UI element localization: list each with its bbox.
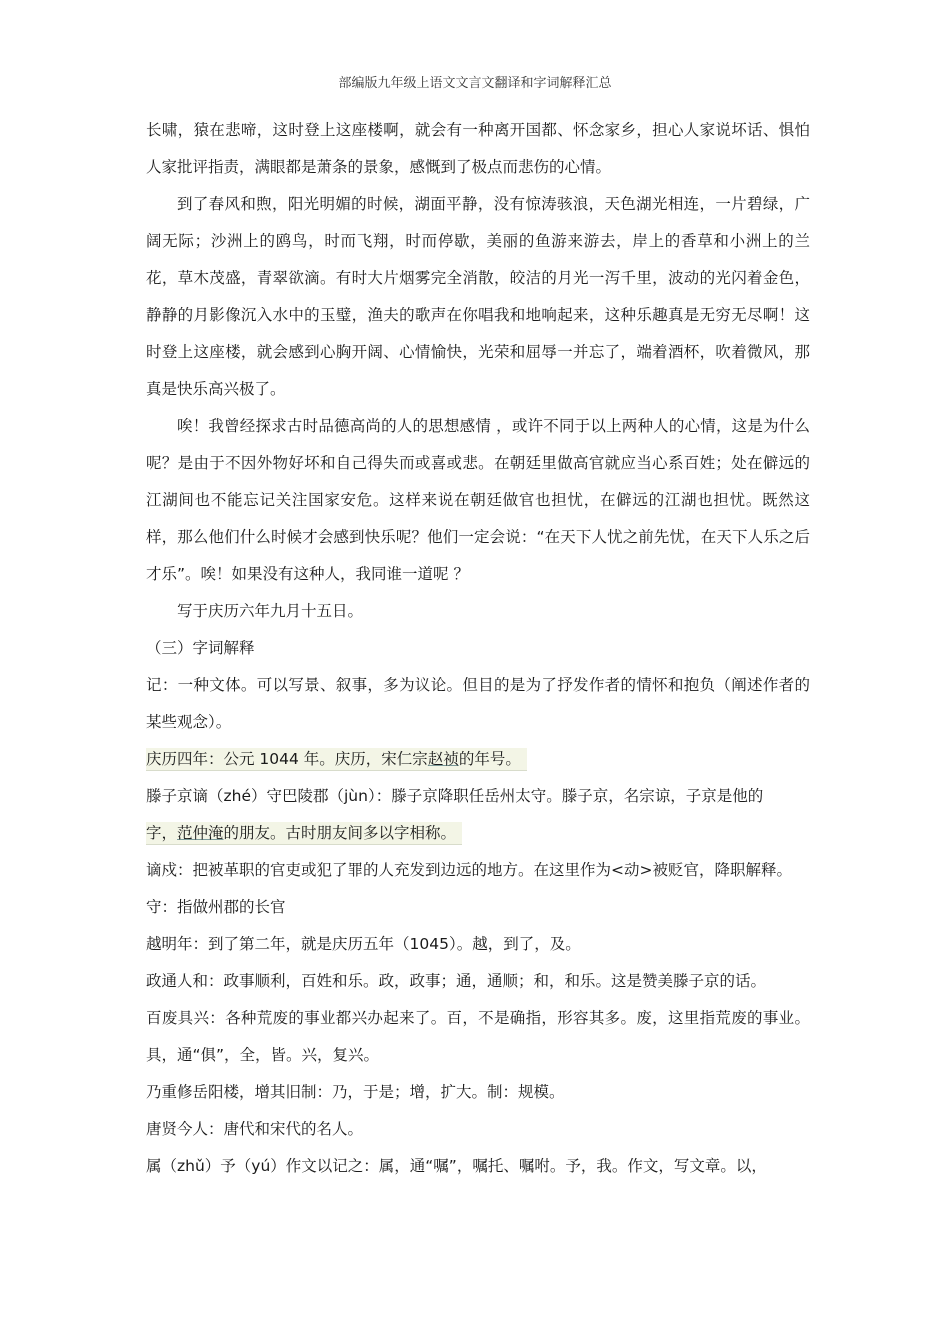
translation-paragraph: 唉！我曾经探求古时品德高尚的人的思想感情 ，或许不同于以上两种人的心情，这是为什么呢？是由于不因外物好坏和自己得失而或喜或悲。在朝廷里做高官就应当心系百姓；处在僻远的江湖间也不能忘记关注国家安危。这样来说在朝廷做官也担忧，在僻远的江湖也担忧。既然这样，那么他们什么时候才会感到快乐呢？他们一定会说：“在天下人忧之前先忧，在天下人乐之后才乐”。唉！如果没有这种人，我同谁一道呢 ？	[146, 417, 810, 583]
glossary-entry: 百废具兴：各种荒废的事业都兴办起来了。百，不是确指，形容其多。废，这里指荒废的事业。具，通“俱”，全，皆。兴，复兴。	[146, 1009, 810, 1064]
section-heading: （三）字词解释	[146, 639, 255, 657]
page-header: 部编版九年级上语文文言文翻译和字词解释汇总	[338, 76, 612, 91]
glossary-entry: 政通人和：政事顺利，百姓和乐。政，政事；通，通顺；和，和乐。这是赞美滕子京的话。	[146, 972, 767, 990]
glossary-entry: 唐贤今人：唐代和宋代的名人。	[146, 1120, 364, 1138]
glossary-entry: 越明年：到了第二年，就是庆历五年（1045）。越，到了，及。	[146, 935, 581, 953]
document-body	[146, 112, 810, 1185]
glossary-entry: 记：一种文体。可以写景、叙事，多为议论。但目的是为了抒发作者的情怀和抱负（阐述作者的某些观念）。	[146, 676, 810, 731]
translation-paragraph: 到了春风和煦，阳光明媚的时候，湖面平静，没有惊涛骇浪，天色湖光相连，一片碧绿，广阔无际；沙洲上的鸥鸟，时而飞翔，时而停歇，美丽的鱼游来游去，岸上的香草和小洲上的兰花，草木茂盛，青翠欲滴。有时大片烟雾完全消散，皎洁的月光一泻千里，波动的光闪着金色，静静的月影像沉入水中的玉璧，渔夫的歌声在你唱我和地响起来，这种乐趣真是无穷无尽啊！这时登上这座楼，就会感到心胸开阔、心情愉快，光荣和屈辱一并忘了，端着酒杯，吹着微风，那真是快乐高兴极了。	[146, 195, 810, 398]
glossary-entry-highlighted	[146, 741, 810, 778]
glossary-entry: 守：指做州郡的长官	[146, 898, 286, 916]
glossary-text: 字，	[146, 824, 178, 842]
glossary-entry	[146, 778, 810, 852]
glossary-text: 滕子京谪（zhé）守巴陵郡（jùn）：滕子京降职任岳州太守。滕子京，名宗谅，子京是他的	[146, 787, 764, 805]
underlined-name: 范仲淹	[177, 824, 224, 842]
underlined-name: 赵祯	[427, 750, 459, 768]
glossary-entry: 属（zhǔ）予（yú）作文以记之：属，通“嘱”，嘱托、嘱咐。予，我。作文，写文章。以，	[146, 1157, 767, 1175]
glossary-text: 的年号。	[458, 750, 521, 768]
highlight-span	[146, 822, 462, 844]
glossary-text: 的朋友。古时朋友间多以字相称。	[223, 824, 457, 842]
highlight-span	[146, 748, 527, 770]
date-line: 写于庆历六年九月十五日。	[177, 602, 364, 620]
glossary-entry: 乃重修岳阳楼，增其旧制：乃，于是；增，扩大。制：规模。	[146, 1083, 565, 1101]
translation-paragraph: 长啸，猿在悲啼，这时登上这座楼啊，就会有一种离开国都、怀念家乡，担心人家说坏话、惧怕人家批评指责，满眼都是萧条的景象，感慨到了极点而悲伤的心情。	[146, 121, 810, 176]
glossary-entry: 谪戍：把被革职的官吏或犯了罪的人充发到边远的地方。在这里作为<动>被贬官，降职解释。	[146, 861, 792, 879]
glossary-text: 庆历四年：公元 1044 年。庆历，宋仁宗	[146, 750, 428, 768]
